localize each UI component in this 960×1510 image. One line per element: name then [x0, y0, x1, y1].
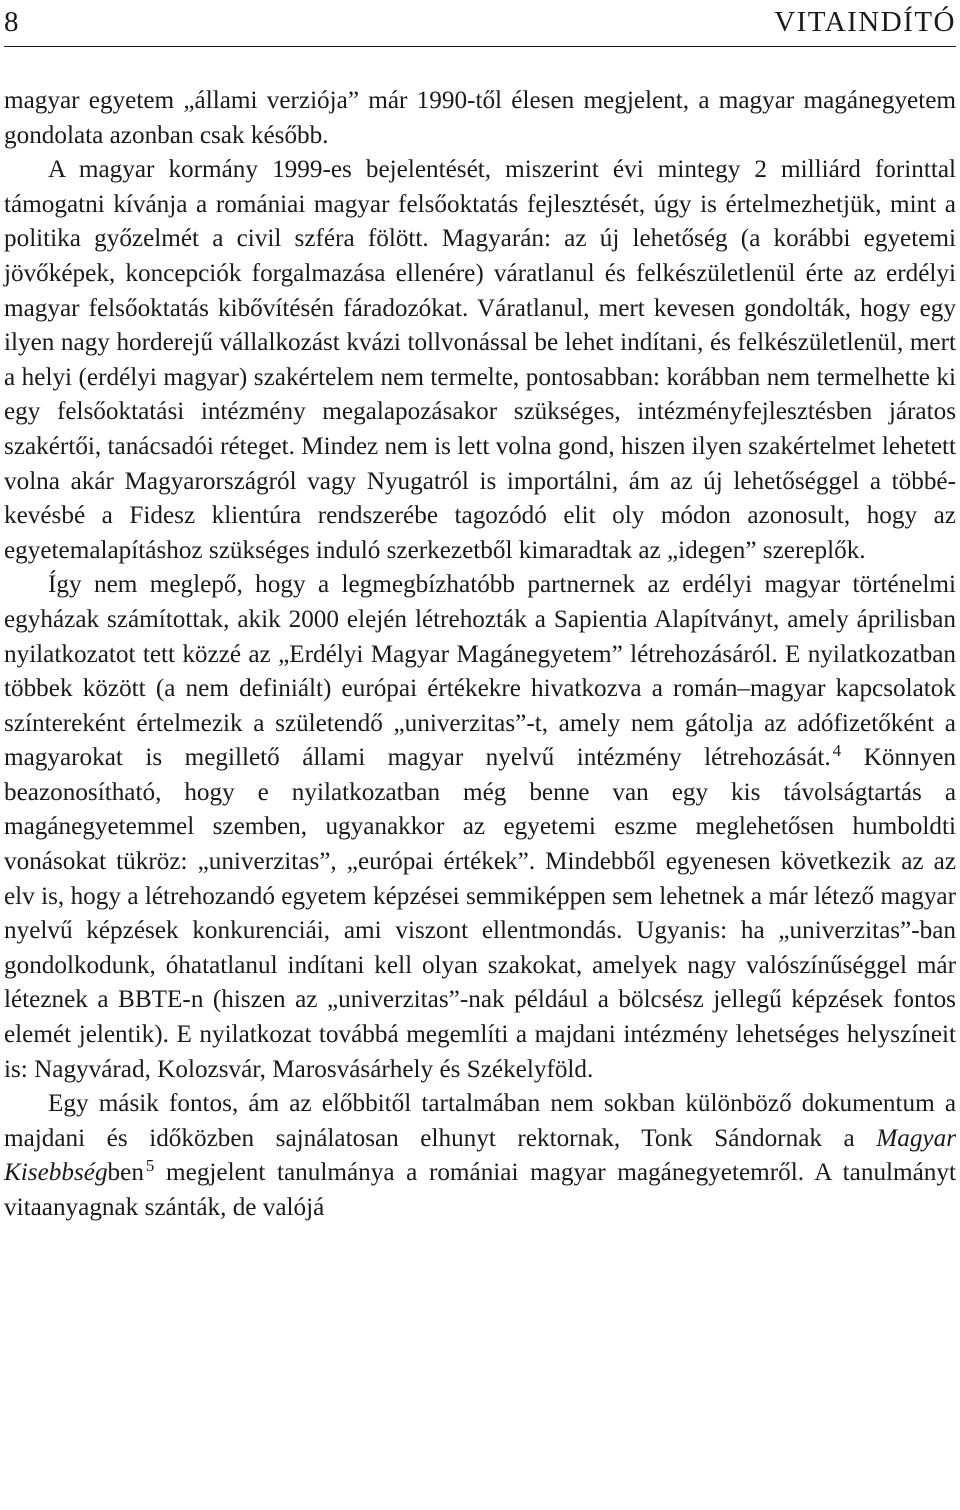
paragraph-continued: magyar egyetem „állami verziója” már 1990-től élesen megjelent, a magyar magánegyetem gondolata azonban csak később.	[4, 87, 956, 149]
paragraph: A magyar kormány 1999-es bejelentését, miszerint évi mintegy 2 milliárd forinttal támogatni kívánja a romániai magyar felsőoktatás fejlesztését, úgy is értelmezhetjük, mint a politika győzelmét a civil szféra fölött. Magyarán: az új lehetőség (a korábbi egyetemi jövőképek, koncepciók forgalmazása ellenére) váratlanul és felkészületlenül érte az erdélyi magyar felsőoktatás kibővítésén fáradozókat. Váratlanul, mert kevesen gondolták, hogy egy ilyen nagy horderejű vállalkozást kvázi tollvonással be lehet indítani, és felkészületlenül, mert a helyi (erdélyi magyar) szakértelem nem termelte, pontosabban: korábban nem termelhette ki egy felsőoktatási intézmény megalapozásakor szükséges, intézményfejlesztésben járatos szakértői, tanácsadói réteget. Mindez nem is lett volna gond, hiszen ilyen szakértelmet lehetett volna akár Magyarországról vagy Nyugatról is importálni, ám az új lehetőséggel a többé-kevésbé a Fidesz klientúra rendszerébe tagozódó elit oly módon azonosult, hogy az egyetemalapításhoz szükséges induló szerkezetből kimaradtak az „idegen” szereplők.	[4, 156, 956, 564]
paragraph	[4, 1087, 956, 1225]
paragraph-text: ben	[107, 1159, 144, 1187]
paragraph-text: megjelent tanulmánya a romániai magyar magánegyetemről. A tanulmányt vitaanyagnak szánták, de valójá	[4, 1159, 956, 1221]
paragraph-text: Így nem meglepő, hogy a legmegbízhatóbb partnernek az erdélyi magyar történelmi egyházak számítottak, akik 2000 elején létrehozták a Sapientia Alapítványt, amely áprilisban nyilatkozatot tett közzé az „Erdélyi Magyar Magánegyetem” létrehozásáról. E nyilatkozatban többek között (a nem definiált) európai értékekre hivatkozva a román–magyar kapcsolatok színtereként értelmezik a születendő „univerzitas”-t, amely nem gátolja az adófizetőként a magyarokat is megillető állami magyar nyelvű intézmény létrehozását.	[4, 571, 956, 772]
body-text	[4, 84, 956, 1226]
paragraph-text: Egy másik fontos, ám az előbbitől tartalmában nem sokban különböző dokumentum a majdani és időközben sajnálatosan elhunyt rektornak, Tonk Sándornak a	[4, 1090, 956, 1152]
running-header	[4, 0, 956, 42]
paragraph	[4, 568, 956, 1087]
section-title: VITAINDÍTÓ	[774, 6, 956, 38]
paragraph-text: Könnyen beazonosítható, hogy e nyilatkozatban még benne van egy kis távolságtartás a magánegyetemmel szemben, ugyanakkor az egyetemi eszme meglehetősen humboldti vonásokat tükröz: „univerzitas”, „európai értékek”. Mindebből egyenesen következik az az elv is, hogy a létrehozandó egyetem képzései semmiképpen sem lehetnek a már létező magyar nyelvű képzések konkurenciái, ami viszont ellentmondás. Ugyanis: ha „univerzitas”-ban gondolkodunk, óhatatlanul indítani kell olyan szakokat, amelyek nagy valószínűséggel már léteznek a BBTE-n (hiszen az „univerzitas”-nak például a bölcsész jellegű képzések fontos elemét jelentik). E nyilatkozat továbbá megemlíti a majdani intézmény lehetséges helyszíneit is: Nagyvárad, Kolozsvár, Marosvásárhely és Székelyföld.	[4, 744, 956, 1083]
page-number: 8	[4, 6, 19, 38]
footnote-marker: 4	[832, 741, 842, 761]
header-rule	[4, 46, 956, 47]
journal-title: Magyar Kisebbség	[4, 1124, 956, 1187]
footnote-marker: 5	[145, 1156, 155, 1176]
